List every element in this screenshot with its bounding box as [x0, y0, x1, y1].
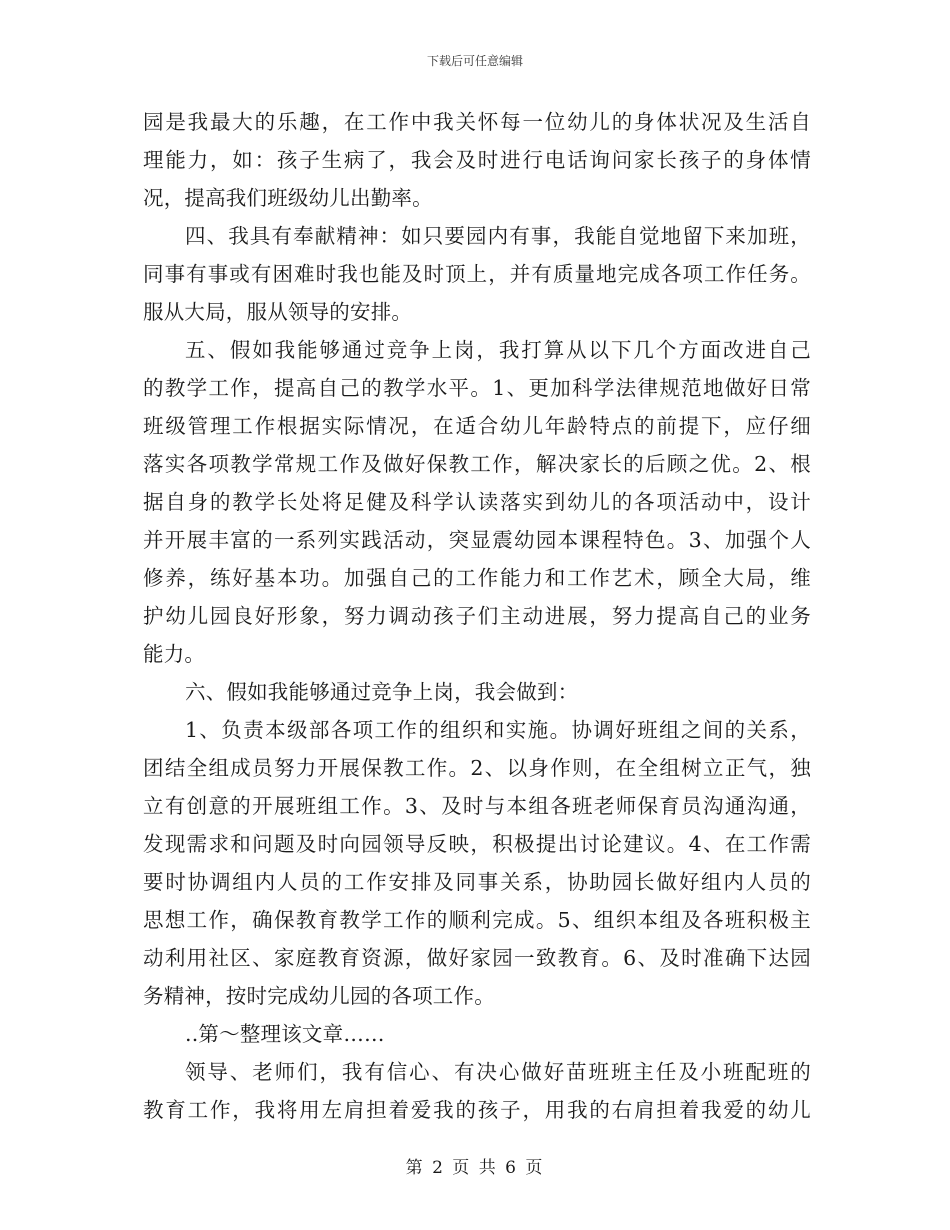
text-line: 的教学工作，提高自己的教学水平。1、更加科学法律规范地做好日常: [143, 376, 811, 400]
text-line: 四、我具有奉献精神：如只要园内有事，我能自觉地留下来加班，: [185, 224, 811, 248]
text-line: 修养，练好基本功。加强自己的工作能力和工作艺术，顾全大局，维: [143, 566, 811, 590]
page-header-note: 下载后可任意编辑: [426, 54, 523, 68]
text-line: 理能力，如：孩子生病了，我会及时进行电话询问家长孩子的身体情: [143, 148, 811, 172]
text-line: 据自身的教学长处将足健及科学认读落实到幼儿的各项活动中，设计: [143, 490, 811, 514]
text-line: 况，提高我们班级幼儿出勤率。: [143, 186, 433, 210]
text-line: 并开展丰富的一系列实践活动，突显震幼园本课程特色。3、加强个人: [143, 528, 811, 552]
text-line: 立有创意的开展班组工作。3、及时与本组各班老师保育员沟通沟通，: [143, 794, 811, 818]
text-line: 五、假如我能够通过竞争上岗，我打算从以下几个方面改进自己: [185, 338, 811, 362]
text-line: 领导、老师们，我有信心、有决心做好苗班班主任及小班配班的: [185, 1060, 811, 1084]
text-line: 班级管理工作根据实际情况，在适合幼儿年龄特点的前提下，应仔细: [143, 414, 811, 438]
text-line: 落实各项教学常规工作及做好保教工作，解决家长的后顾之优。2、根: [143, 452, 811, 476]
text-line: 要时协调组内人员的工作安排及同事关系，协助园长做好组内人员的: [143, 870, 811, 894]
text-line: 服从大局，服从领导的安排。: [143, 300, 413, 324]
text-line: ..第～整理该文章……: [185, 1022, 385, 1046]
text-line: 护幼儿园良好形象，努力调动孩子们主动进展，努力提高自己的业务: [143, 604, 811, 628]
text-line: 务精神，按时完成幼儿园的各项工作。: [143, 984, 495, 1008]
page-number: 第 2 页 共 6 页: [405, 1158, 545, 1178]
text-line: 动利用社区、家庭教育资源，做好家园一致教育。6、及时准确下达园: [143, 946, 811, 970]
text-line: 能力。: [143, 642, 206, 666]
text-line: 思想工作，确保教育教学工作的顺利完成。5、组织本组及各班积极主: [143, 908, 811, 932]
text-line: 六、假如我能够通过竞争上岗，我会做到：: [185, 680, 579, 704]
text-line: 发现需求和问题及时向园领导反映，积极提出讨论建议。4、在工作需: [143, 832, 811, 856]
text-line: 1、负责本级部各项工作的组织和实施。协调好班组之间的关系，: [185, 718, 811, 742]
text-line: 教育工作，我将用左肩担着爱我的孩子，用我的右肩担着我爱的幼儿: [143, 1098, 811, 1122]
text-line: 团结全组成员努力开展保教工作。2、以身作则，在全组树立正气，独: [143, 756, 811, 780]
document-body: [143, 103, 811, 1129]
text-line: 同事有事或有困难时我也能及时顶上，并有质量地完成各项工作任务。: [143, 262, 811, 286]
text-line: 园是我最大的乐趣，在工作中我关怀每一位幼儿的身体状况及生活自: [143, 110, 811, 134]
